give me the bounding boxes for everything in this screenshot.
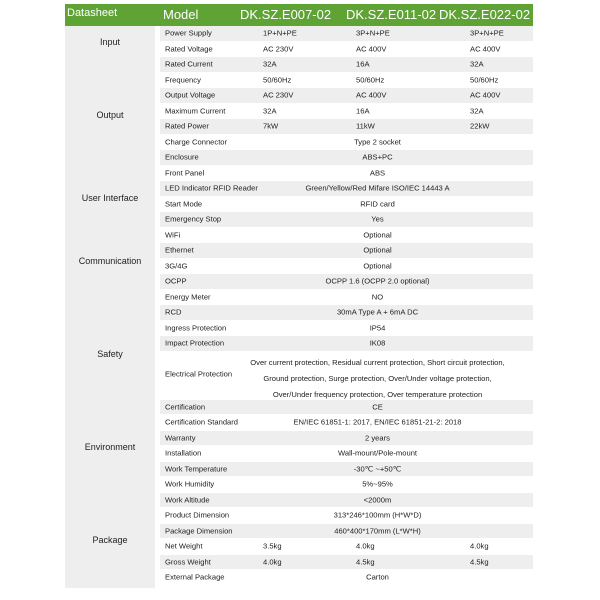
spec-value: Wall-mount/Pole-mount <box>337 448 418 458</box>
spec-value: AC 400V <box>470 90 501 100</box>
spec-value: ABS <box>369 168 386 178</box>
table-row <box>160 336 533 351</box>
spec-value: AC 230V <box>263 90 294 100</box>
category-label: Environment <box>84 442 136 452</box>
spec-label: Work Humidity <box>165 479 215 489</box>
spec-label: Front Panel <box>165 168 205 178</box>
table-row <box>160 415 533 430</box>
spec-value: 32A <box>263 59 277 69</box>
spec-label: Gross Weight <box>165 557 211 567</box>
spec-label: Work Altitude <box>165 495 210 505</box>
spec-value: 3P+N+PE <box>470 28 504 38</box>
spec-value: 460*400*170mm (L*W*H) <box>334 526 421 536</box>
table-row <box>160 431 533 446</box>
spec-value: 50/60Hz <box>470 75 499 85</box>
spec-label: Package Dimension <box>165 526 233 536</box>
spec-label: Certification Standard <box>165 417 239 427</box>
spec-value: 22kW <box>470 121 490 131</box>
spec-label: Energy Meter <box>165 292 211 302</box>
table-row <box>160 26 533 41</box>
spec-value: EN/IEC 61851-1: 2017, EN/IEC 61851-21-2: 2018 <box>293 417 462 427</box>
spec-value: 4.0kg <box>263 557 282 567</box>
spec-label: Start Mode <box>165 199 203 209</box>
spec-label: Impact Protection <box>165 338 225 348</box>
spec-value: CE <box>372 402 383 412</box>
spec-value: 11kW <box>356 121 375 131</box>
spec-label: Certification <box>165 402 206 412</box>
spec-label: Charge Connector <box>165 137 228 147</box>
spec-label: Installation <box>165 448 202 458</box>
spec-value: OCPP 1.6 (OCPP 2.0 optional) <box>325 276 430 286</box>
spec-value: 5%~95% <box>362 479 393 489</box>
table-row <box>160 119 533 134</box>
spec-value: Optional <box>363 245 392 255</box>
table-row <box>160 166 533 181</box>
spec-value: AC 400V <box>470 44 501 54</box>
model-heading: Model <box>163 7 199 22</box>
table-row <box>160 243 533 258</box>
table-row <box>160 88 533 103</box>
spec-value: 32A <box>470 106 484 116</box>
table-row <box>160 305 533 320</box>
spec-value: Yes <box>371 214 384 224</box>
spec-value: 16A <box>356 106 370 116</box>
table-row <box>160 570 533 585</box>
spec-value: RFID card <box>360 199 395 209</box>
spec-value: Optional <box>363 230 392 240</box>
table-row <box>160 290 533 305</box>
model-column-2: DK.SZ.E011-02 <box>346 7 437 22</box>
table-row <box>160 477 533 492</box>
table-row <box>160 57 533 72</box>
spec-value: 7kW <box>263 121 279 131</box>
spec-value: AC 400V <box>356 90 387 100</box>
category-label: Package <box>92 535 128 545</box>
spec-label: Emergency Stop <box>165 214 222 224</box>
table-row <box>160 197 533 212</box>
spec-value: Carton <box>366 572 389 582</box>
datasheet-table <box>65 4 533 588</box>
spec-value: 4.0kg <box>356 541 375 551</box>
spec-value-multiline <box>222 355 533 403</box>
table-row <box>160 259 533 274</box>
table-row <box>160 400 533 415</box>
spec-label: Enclosure <box>165 152 199 162</box>
spec-label: Electrical Protection <box>165 369 233 379</box>
category-label: Safety <box>97 349 123 359</box>
table-row <box>160 135 533 150</box>
table-row <box>160 104 533 119</box>
spec-value: 50/60Hz <box>356 75 385 85</box>
spec-label: Rated Current <box>165 59 213 69</box>
spec-value: 32A <box>470 59 484 69</box>
spec-label: Ethernet <box>165 245 194 255</box>
spec-value: 4.5kg <box>470 557 489 567</box>
spec-label: Product Dimension <box>165 510 230 520</box>
table-header <box>65 4 533 26</box>
table-row <box>160 524 533 539</box>
spec-value: 4.0kg <box>470 541 489 551</box>
spec-label: WiFi <box>165 230 181 240</box>
category-label: Output <box>96 110 124 120</box>
spec-value: AC 400V <box>356 44 387 54</box>
spec-label: Rated Voltage <box>165 44 213 54</box>
spec-value: <2000m <box>363 495 392 505</box>
spec-label: RCD <box>165 307 182 317</box>
spec-value: 16A <box>356 59 370 69</box>
table-row <box>160 181 533 196</box>
table-row <box>160 555 533 570</box>
spec-label: Warranty <box>165 433 196 443</box>
spec-value: IP54 <box>369 323 386 333</box>
table-row <box>160 508 533 523</box>
spec-label: Work Temperature <box>165 464 228 474</box>
table-row <box>160 539 533 554</box>
spec-value: 1P+N+PE <box>263 28 297 38</box>
spec-value: NO <box>371 292 384 302</box>
spec-value: 2 years <box>365 433 390 443</box>
spec-label: Maximum Current <box>165 106 226 116</box>
spec-value: 50/60Hz <box>263 75 292 85</box>
spec-value: 3P+N+PE <box>356 28 390 38</box>
spec-value: -30℃ ~+50℃ <box>353 464 402 474</box>
spec-value: ABS+PC <box>362 152 393 162</box>
spec-value: 30mA Type A + 6mA DC <box>336 307 419 317</box>
spec-value: AC 230V <box>263 44 294 54</box>
spec-label: OCPP <box>165 276 187 286</box>
table-row <box>160 42 533 57</box>
spec-value-line: Over current protection, Residual current protection, Short circuit protection, <box>250 357 505 367</box>
spec-value: 32A <box>263 106 277 116</box>
table-row <box>160 73 533 88</box>
category-label: Communication <box>78 256 142 266</box>
spec-value: 313*246*100mm (H*W*D) <box>333 510 422 520</box>
spec-value: IK08 <box>369 338 386 348</box>
category-label: User Interface <box>81 193 139 203</box>
spec-value: Type 2 socket <box>354 137 401 147</box>
table-row <box>160 228 533 243</box>
spec-label: Net Weight <box>165 541 203 551</box>
table-row <box>160 352 533 399</box>
model-column-1: DK.SZ.E007-02 <box>240 7 332 22</box>
table-row <box>160 150 533 165</box>
spec-value: 4.5kg <box>356 557 375 567</box>
spec-value-line: Over/Under frequency protection, Over temperature protection <box>272 389 483 399</box>
table-row <box>160 274 533 289</box>
spec-label: Power Supply <box>165 28 212 38</box>
datasheet-heading: Datasheet <box>67 7 118 19</box>
spec-label: Rated Power <box>165 121 209 131</box>
spec-label: Ingress Protection <box>165 323 227 333</box>
spec-label: LED Indicator RFID Reader <box>165 183 258 193</box>
table-row <box>160 321 533 336</box>
spec-label: 3G/4G <box>165 261 188 271</box>
table-row <box>160 462 533 477</box>
spec-value: 3.5kg <box>263 541 282 551</box>
spec-label: External Package <box>165 572 225 582</box>
spec-label: Frequency <box>165 75 201 85</box>
spec-value-line: Ground protection, Surge protection, Over/Under voltage protection, <box>263 373 492 383</box>
table-row <box>160 493 533 508</box>
model-column-3: DK.SZ.E022-02 <box>439 7 531 22</box>
spec-value: Optional <box>363 261 392 271</box>
table-row <box>160 446 533 461</box>
spec-label: Output Voltage <box>165 90 216 100</box>
spec-value: Green/Yellow/Red Mifare ISO/IEC 14443 A <box>305 183 450 193</box>
table-row <box>160 212 533 227</box>
category-label: Input <box>99 37 121 47</box>
